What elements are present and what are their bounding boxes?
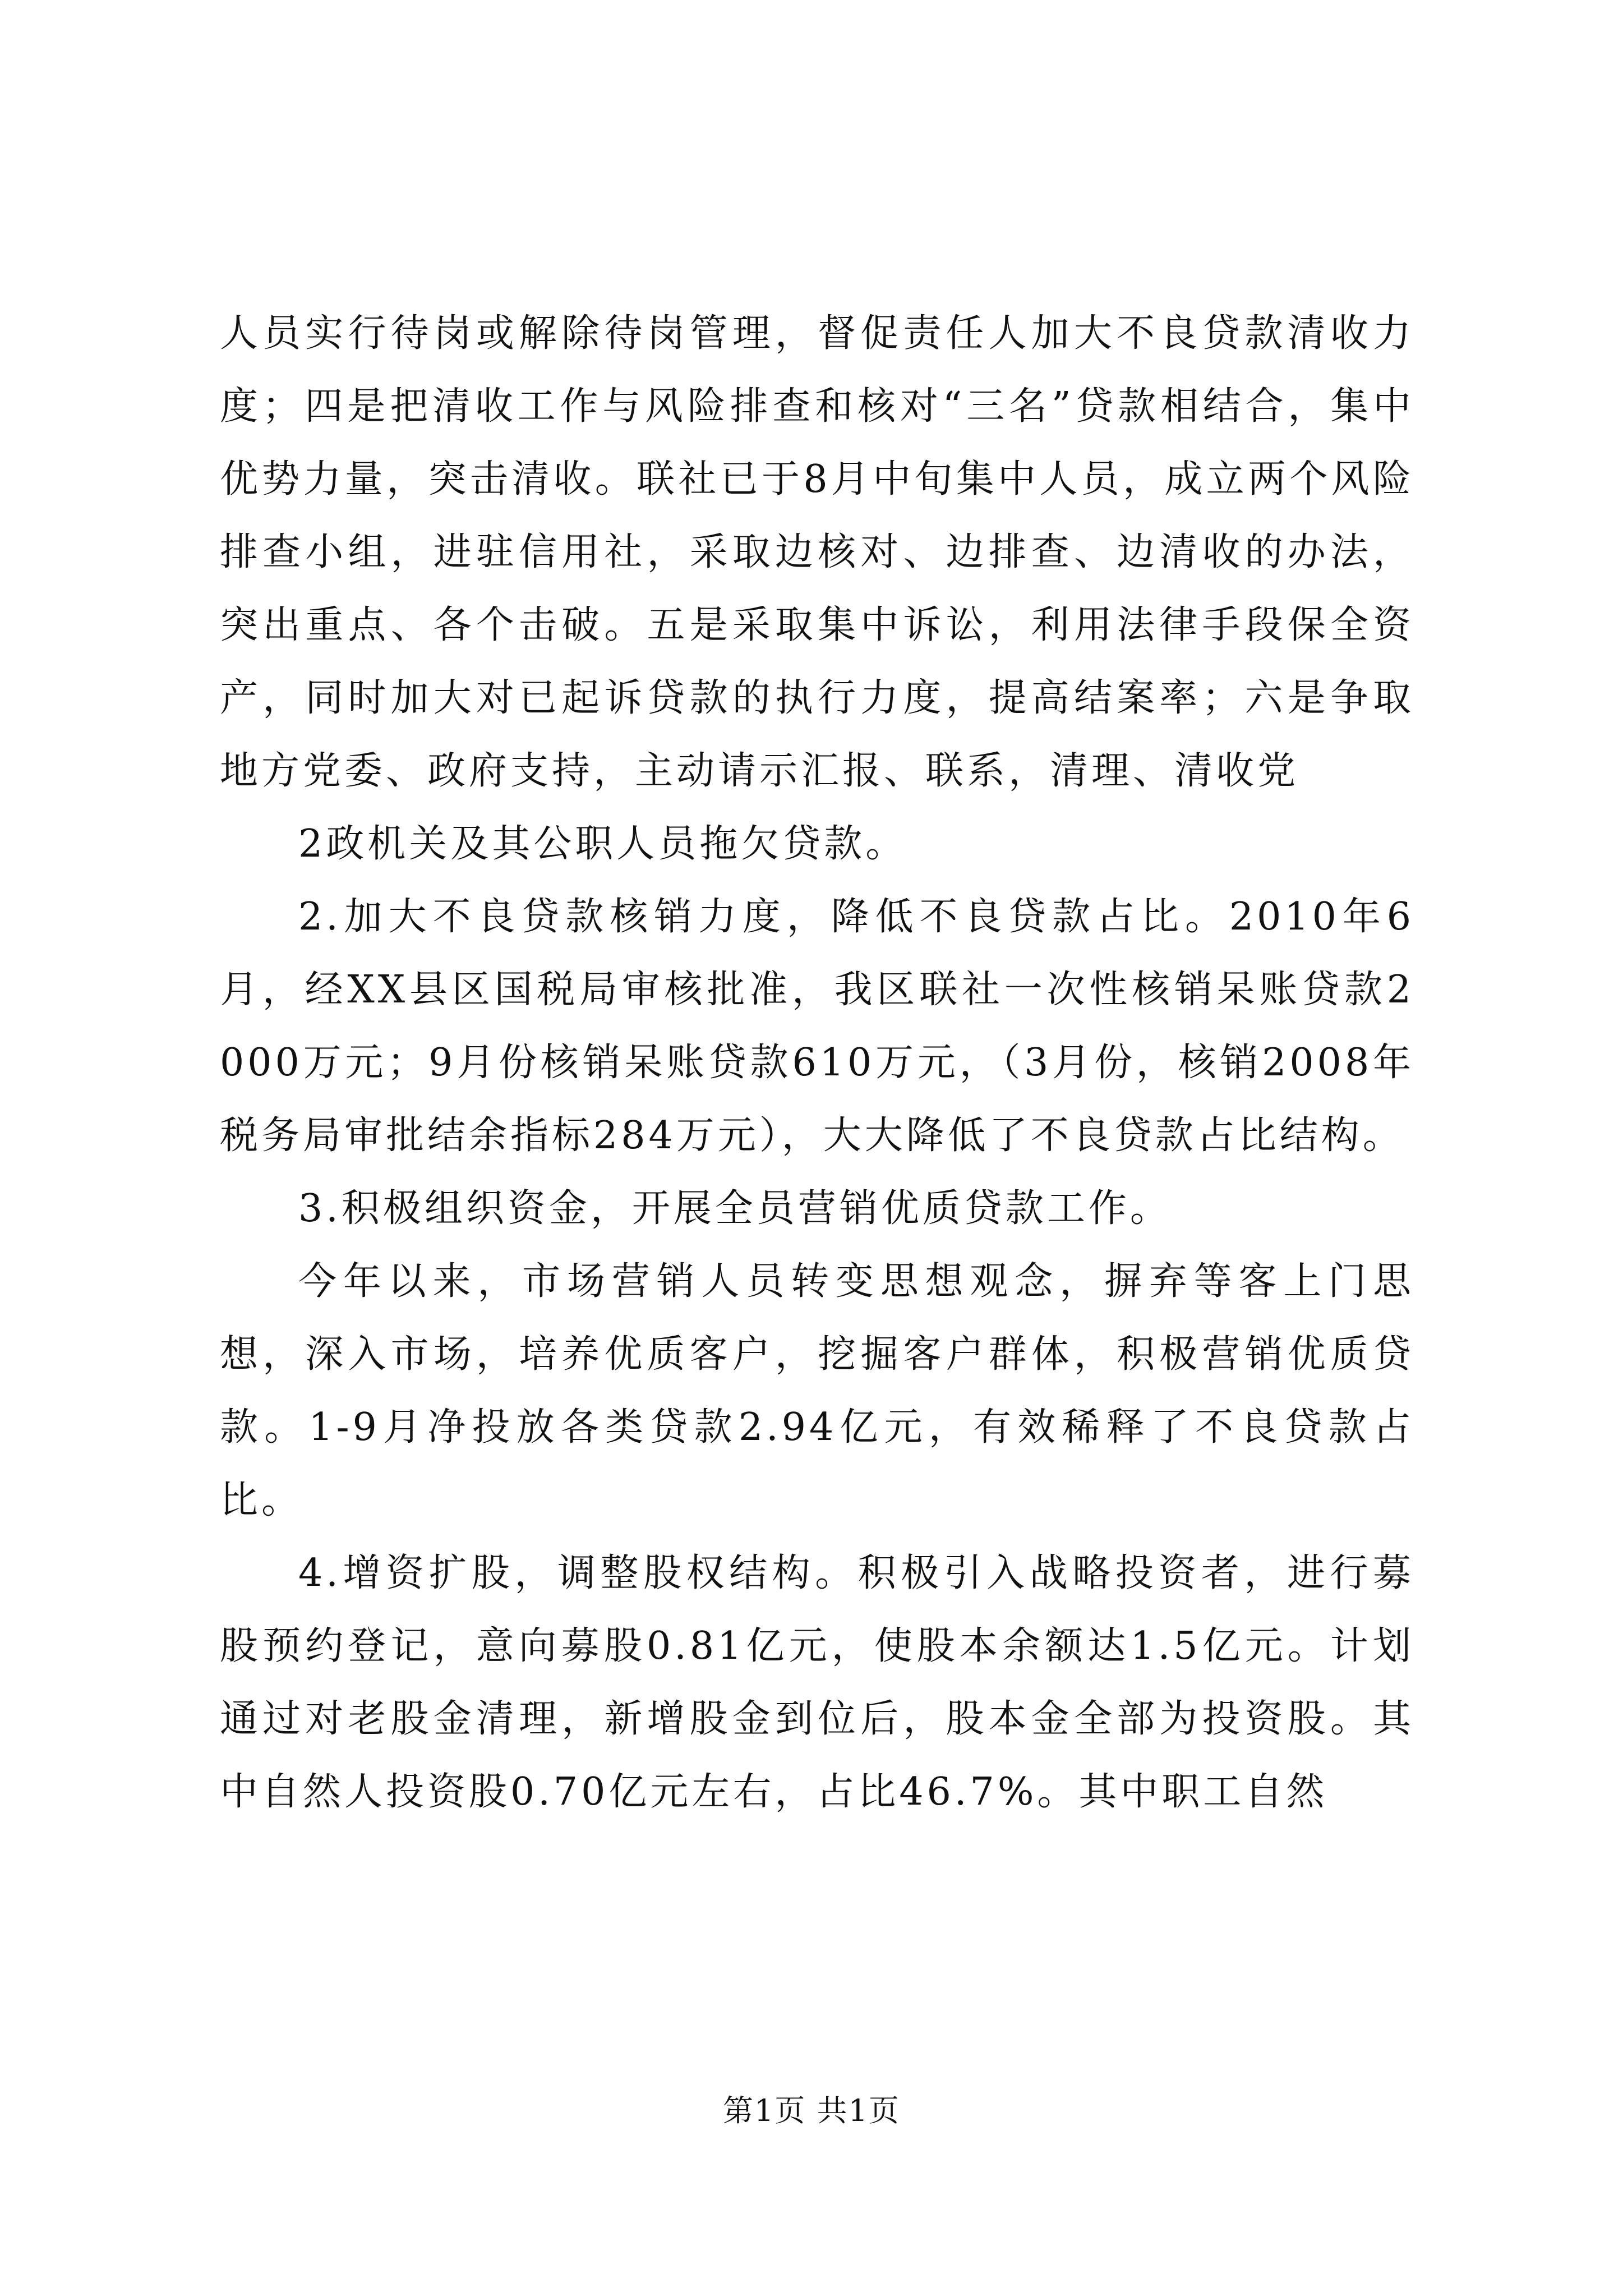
paragraph-capital: 4.增资扩股，调整股权结构。积极引入战略投资者，进行募股预约登记，意向募股0.81亿元，使股本余额达1.5亿元。计划通过对老股金清理，新增股金到位后，股本金全部为投资股。其中自然人投资股0.70亿元左右，占比46.7%。其中职工自然 bbox=[220, 1551, 1414, 1814]
page-footer: 第1页 共1页 bbox=[723, 2093, 900, 2128]
paragraph-heading-funds: 3.积极组织资金，开展全员营销优质贷款工作。 bbox=[298, 1186, 1172, 1231]
paragraph-writeoff: 2.加大不良贷款核销力度，降低不良贷款占比。2010年6月，经XX县区国税局审核批准，我区联社一次性核销呆账贷款2000万元；9月份核销呆账贷款610万元，（3月份，核销2008年税务局审批结余指标284万元），大大降低了不良贷款占比结构。 bbox=[220, 895, 1414, 1158]
paragraph-fragment: 2政机关及其公职人员拖欠贷款。 bbox=[298, 822, 907, 866]
paragraph-marketing: 今年以来，市场营销人员转变思想观念，摒弃等客上门思想，深入市场，培养优质客户，挖掘客户群体，积极营销优质贷款。1-9月净投放各类贷款2.94亿元，有效稀释了不良贷款占比。 bbox=[220, 1259, 1414, 1522]
document-body bbox=[220, 297, 1414, 1829]
paragraph-continuation: 人员实行待岗或解除待岗管理，督促责任人加大不良贷款清收力度；四是把清收工作与风险排查和核对“三名”贷款相结合，集中优势力量，突击清收。联社已于8月中旬集中人员，成立两个风险排查小组，进驻信用社，采取边核对、边排查、边清收的办法，突出重点、各个击破。五是采取集中诉讼，利用法律手段保全资产，同时加大对已起诉贷款的执行力度，提高结案率；六是争取地方党委、政府支持，主动请示汇报、联系，清理、清收党 bbox=[220, 311, 1414, 793]
